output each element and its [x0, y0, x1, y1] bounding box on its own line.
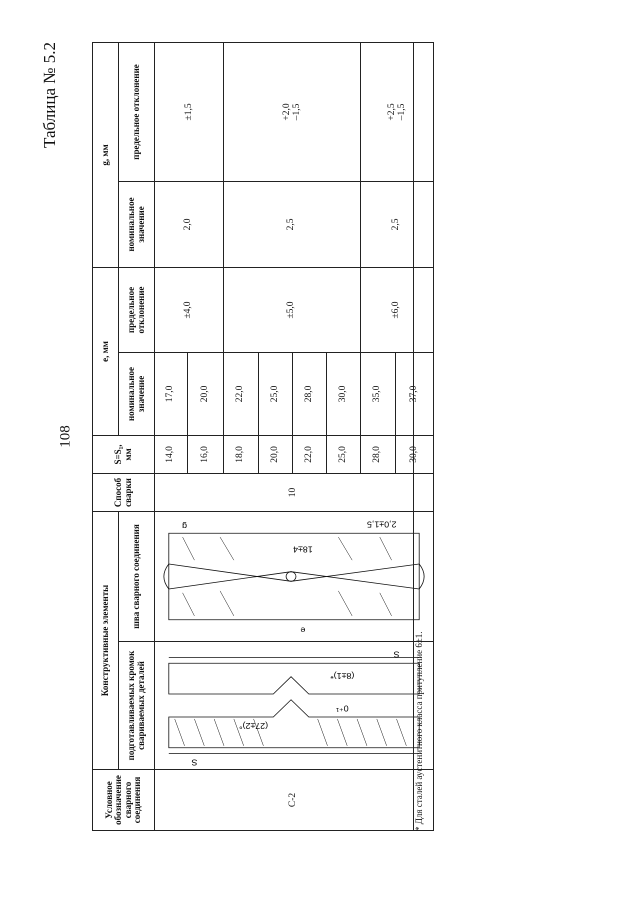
- header-thickness: S=S₁, мм: [93, 435, 155, 473]
- welded-joint-table: [92, 42, 434, 831]
- header-g-deviation: предельное отклонение: [119, 42, 155, 181]
- e-deviation-cell: ±5,0: [224, 267, 361, 352]
- edges-preparation-figure: [155, 644, 433, 767]
- header-seam: шва сварного соединения: [119, 511, 155, 641]
- table-footnote: * Для сталей аустенитного класса притупление 6±1.: [413, 43, 424, 831]
- e-nominal-cell: 28,0: [293, 352, 327, 435]
- header-constructive: Конструктивные элементы: [93, 511, 119, 769]
- table-caption: Таблица № 5.2: [40, 42, 59, 148]
- e-deviation-cell: ±4,0: [155, 267, 224, 352]
- page-number: 108: [57, 425, 74, 448]
- thickness-cell: 25,0: [327, 435, 361, 473]
- e-nominal-cell: 30,0: [327, 352, 361, 435]
- seam-figure-cell: [155, 511, 434, 641]
- designation-value: С-2: [288, 792, 299, 808]
- e-nominal-cell: 25,0: [259, 352, 293, 435]
- bevel-angle-label: (27±2)°: [239, 720, 269, 731]
- g-deviation-cell: [155, 42, 224, 181]
- left-plate-outline: [169, 700, 419, 748]
- dimension-s-label: S: [191, 757, 198, 767]
- thickness-cell: 14,0: [155, 435, 188, 473]
- g-nominal-cell: 2,5: [224, 181, 361, 267]
- weld-seam-figure: [155, 514, 433, 639]
- weld-reinforcement: [164, 564, 424, 589]
- thickness-cell: 28,0: [361, 435, 396, 473]
- thickness-cell: 18,0: [224, 435, 259, 473]
- seam-width-label: e: [300, 625, 306, 636]
- thickness-cell: 22,0: [293, 435, 327, 473]
- g-deviation-cell: [224, 42, 361, 181]
- edges-figure-cell: [155, 642, 434, 770]
- root-gap-label: 0⁺¹: [336, 703, 349, 714]
- root-width-label: 18±4: [293, 544, 313, 555]
- g-deviation-line: –1,5: [292, 103, 302, 121]
- thickness-cell: 16,0: [188, 435, 224, 473]
- g-deviation-line: –1,5: [397, 103, 407, 121]
- g-deviation-line: +2,0: [281, 103, 292, 121]
- header-designation: Условное обозначение сварного соединения: [93, 770, 155, 831]
- root-circle: [286, 572, 296, 582]
- method-value: 10: [288, 487, 299, 498]
- thickness-cell: 20,0: [259, 435, 293, 473]
- header-e: e, мм: [93, 267, 119, 435]
- specification-table-block: [92, 43, 423, 831]
- fusion-line: [169, 564, 419, 589]
- reinforcement-tolerance-label: 2,0±1,5: [366, 519, 397, 530]
- e-nominal-cell: 17,0: [155, 352, 188, 435]
- g-deviation-line: +2,5: [386, 103, 397, 121]
- header-g: g, мм: [93, 42, 119, 267]
- header-e-deviation: предельное отклонение: [119, 267, 155, 352]
- g-nominal-cell: 2,0: [155, 181, 224, 267]
- right-plate-outline: [169, 663, 419, 694]
- e-nominal-cell: 20,0: [188, 352, 224, 435]
- method-cell: [155, 473, 434, 511]
- dimension-s-label: S: [393, 649, 400, 660]
- g-nominal-cell: 2,5: [361, 181, 434, 267]
- header-edges: подготавливаемых кромок свариваемых деталей: [119, 642, 155, 770]
- header-e-nominal: номинальное значение: [119, 352, 155, 435]
- e-nominal-cell: 37,0: [396, 352, 434, 435]
- thickness-cell: 30,0: [396, 435, 434, 473]
- root-face-label: (8±1)*: [330, 670, 355, 681]
- header-method: Способ сварки: [93, 473, 155, 511]
- e-nominal-cell: 35,0: [361, 352, 396, 435]
- g-deviation-line: ±1,5: [183, 103, 194, 121]
- e-nominal-cell: 22,0: [224, 352, 259, 435]
- e-deviation-cell: ±6,0: [361, 267, 434, 352]
- reinforcement-height-label: g: [182, 521, 188, 532]
- designation-cell: [155, 770, 434, 831]
- header-g-nominal: номинальное значение: [119, 181, 155, 267]
